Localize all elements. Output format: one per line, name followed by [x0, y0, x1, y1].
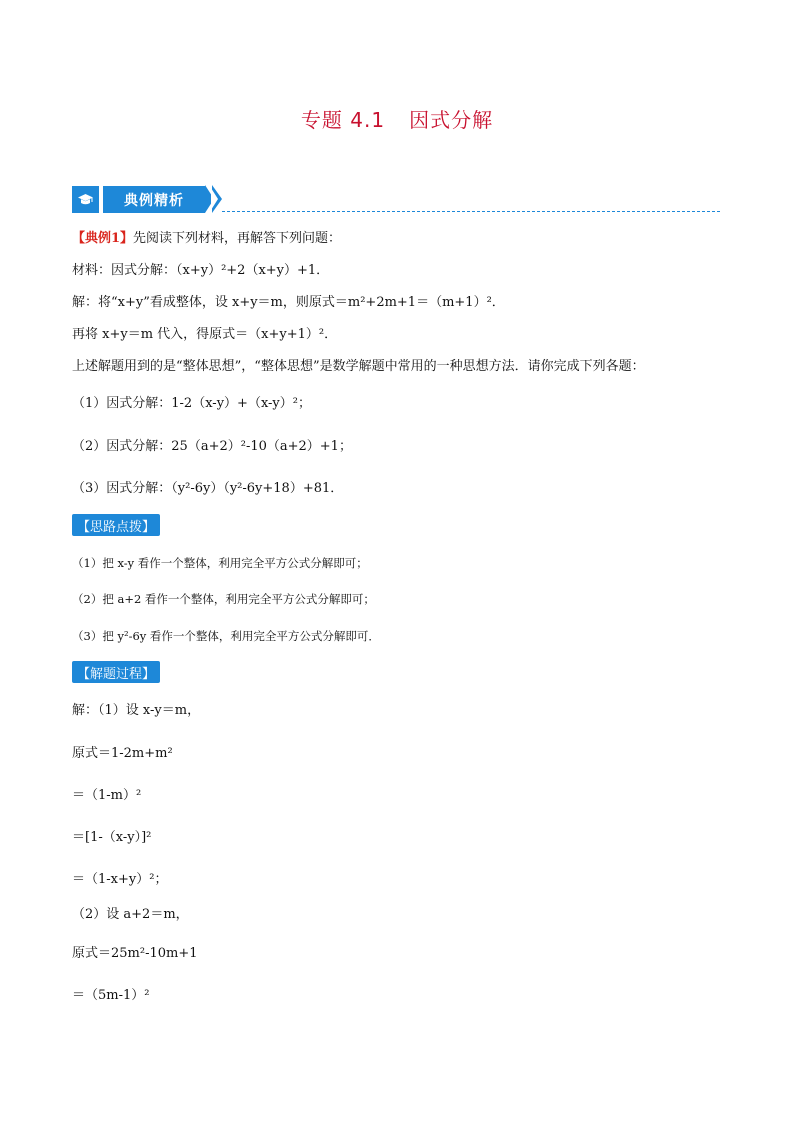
question-3: （3）因式分解：（y²-6y）（y²-6y+18）+81．	[72, 481, 344, 496]
process-step-3: ＝（1-m）²	[72, 788, 142, 803]
example-intro: 先阅读下列材料，再解答下列问题：	[133, 231, 342, 246]
example-tag: 【典例1】	[72, 231, 134, 246]
question-2: （2）因式分解：25（a+2）²-10（a+2）+1；	[72, 439, 352, 454]
hint-3: （3）把 y²-6y 看作一个整体，利用完全平方公式分解即可．	[72, 629, 380, 643]
section-divider	[222, 211, 720, 212]
section-header	[72, 185, 720, 215]
process-step-2: 原式＝1-2m+m²	[72, 746, 173, 761]
example-summary: 上述解题用到的是“整体思想”，“整体思想”是数学解题中常用的一种思想方法．请你完成下列各题：	[72, 359, 645, 374]
page-title	[0, 104, 794, 133]
process-step-1: 解：（1）设 x-y＝m，	[72, 703, 201, 718]
process-tag: 【解题过程】	[72, 661, 160, 683]
title-text: 因式分解	[409, 108, 494, 132]
process-step-4: ＝[1-（x-y）]²	[72, 830, 152, 845]
process-step-7: 原式＝25m²-10m+1	[72, 946, 198, 961]
chevron-decoration-inner	[211, 188, 218, 210]
process-step-8: ＝（5m-1）²	[72, 988, 150, 1003]
graduation-cap-icon	[72, 186, 99, 213]
hint-1: （1）把 x-y 看作一个整体，利用完全平方公式分解即可；	[72, 556, 368, 570]
example-solution: 解：将“x+y”看成整体，设 x+y＝m，则原式＝m²+2m+1＝（m+1）²．	[72, 295, 505, 310]
example-material: 材料：因式分解：（x+y）²+2（x+y）+1．	[72, 263, 330, 278]
process-step-6: （2）设 a+2＝m，	[72, 907, 189, 922]
example-intro-line	[72, 230, 341, 248]
example-substitute: 再将 x+y＝m 代入，得原式＝（x+y+1）²．	[72, 327, 338, 342]
hint-tag: 【思路点拨】	[72, 514, 160, 536]
hint-2: （2）把 a+2 看作一个整体，利用完全平方公式分解即可；	[72, 592, 375, 606]
section-label: 典例精析	[103, 186, 205, 213]
process-step-5: ＝（1-x+y）²；	[72, 872, 168, 887]
title-number: 专题 4.1	[300, 108, 386, 132]
question-1: （1）因式分解：1-2（x-y）+（x-y）²；	[72, 396, 311, 411]
